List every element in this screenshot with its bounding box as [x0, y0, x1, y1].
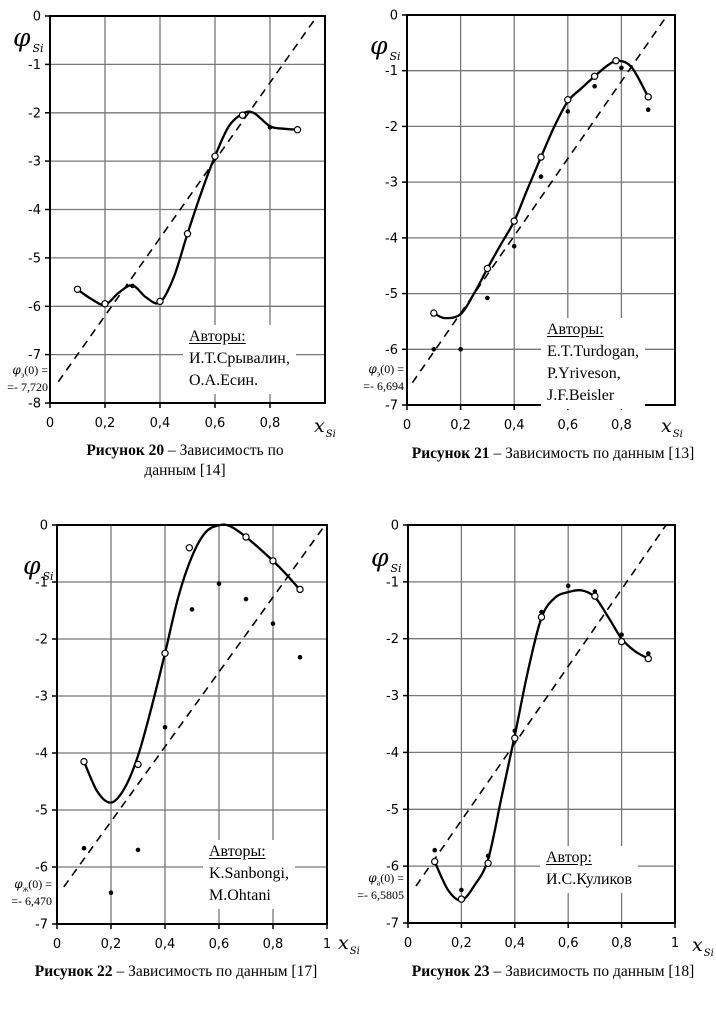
y-tick-label: 0	[32, 9, 41, 25]
y-tick-label: -6	[28, 299, 41, 315]
y-tick-label: -1	[386, 575, 399, 591]
x-tick-label: 0,4	[154, 937, 176, 952]
y-tick-label: -7	[385, 398, 398, 414]
x-tick-label: 0,2	[100, 937, 122, 952]
fitted-curve	[84, 525, 300, 803]
x-tick-label: 0,8	[262, 937, 284, 952]
authors-heading: Автор:	[546, 849, 592, 866]
data-point-open	[297, 586, 303, 592]
data-point-filled	[513, 729, 518, 734]
phi-subscript: Si	[390, 562, 402, 575]
data-point-open	[619, 639, 625, 645]
authors-box	[541, 318, 645, 409]
data-point-open	[270, 558, 276, 564]
y-tick-label: -6	[35, 860, 48, 876]
x-tick-label: 0,4	[149, 416, 171, 431]
y-tick-label: -3	[385, 175, 398, 191]
author-name: K.Sanbongi,	[209, 865, 289, 882]
x-axis-symbol	[338, 934, 360, 961]
x-subscript: Si	[349, 945, 360, 957]
data-points-open	[81, 534, 303, 768]
x-tick-label: 0,2	[94, 416, 116, 431]
author-name: E.T.Turdogan,	[547, 343, 639, 360]
authors-heading: Авторы:	[209, 843, 266, 860]
fitted-curve	[76, 112, 297, 305]
data-point-filled	[298, 655, 303, 660]
x-tick-label: 0,8	[611, 418, 632, 433]
figure-22-plot	[0, 510, 358, 950]
phi-symbol: φ	[13, 23, 31, 52]
data-point-open	[592, 73, 598, 79]
y-tick-label: -4	[385, 231, 398, 247]
data-point-filled	[459, 888, 464, 893]
data-point-filled	[130, 284, 135, 289]
data-point-open	[485, 860, 491, 866]
data-point-filled	[486, 854, 491, 859]
data-point-filled	[485, 296, 490, 301]
x-tick-label: 0,8	[259, 416, 281, 431]
author-name: P.Yriveson,	[547, 365, 621, 382]
data-point-filled	[109, 890, 114, 895]
phi-annotation-symbol: φ	[368, 871, 377, 885]
caption-text: – Зависимость по	[164, 442, 284, 459]
data-point-open	[431, 310, 437, 316]
data-point-open	[81, 759, 87, 765]
y-tick-label: -8	[28, 396, 41, 412]
data-point-open	[432, 859, 438, 865]
data-point-open	[565, 97, 571, 103]
authors-box	[203, 840, 295, 909]
phi-zero-annotation	[332, 872, 404, 902]
x-symbol: x	[661, 415, 672, 437]
data-point-open	[212, 153, 218, 159]
y-tick-label: -5	[385, 287, 398, 303]
y-tick-label: -2	[386, 632, 399, 648]
data-point-filled	[646, 107, 651, 112]
x-tick-label: 0,6	[557, 418, 579, 433]
data-point-open	[294, 127, 300, 133]
y-tick-label: -5	[28, 251, 41, 267]
data-point-filled	[619, 632, 624, 637]
phi-annotation-sub: а	[376, 878, 381, 888]
data-point-open	[186, 545, 192, 551]
y-tick-label: -5	[386, 802, 399, 818]
x-tick-label: 0,2	[450, 418, 471, 433]
figure-caption	[30, 962, 322, 982]
y-axis-symbol	[371, 545, 402, 581]
data-point-open	[645, 94, 651, 100]
phi-subscript: Si	[42, 570, 54, 583]
x-subscript: Si	[703, 947, 714, 959]
figure-21-plot	[358, 0, 716, 440]
data-point-filled	[619, 66, 624, 71]
figure-caption	[35, 441, 335, 481]
y-tick-label: -3	[35, 689, 48, 705]
data-point-filled	[539, 610, 544, 615]
data-point-open	[512, 735, 518, 741]
data-point-filled	[163, 725, 168, 730]
data-points-open	[431, 58, 652, 317]
y-axis-symbol	[370, 33, 401, 69]
x-tick-label: 0,4	[503, 418, 525, 433]
data-point-open	[645, 656, 651, 662]
data-point-open	[135, 761, 141, 767]
figure-20-plot	[0, 0, 352, 440]
phi-annotation-arg: (0) =	[380, 871, 404, 885]
y-tick-label: -4	[386, 745, 399, 761]
y-tick-label: -4	[35, 746, 48, 762]
phi-annotation-symbol: φ	[12, 363, 21, 377]
data-point-open	[538, 154, 544, 160]
data-point-filled	[646, 651, 651, 656]
phi-annotation-sub: э	[20, 370, 25, 380]
data-point-open	[613, 58, 619, 64]
fitted-curve	[434, 61, 648, 319]
phi-annotation-value: =- 6,694	[363, 379, 404, 394]
figure-number: Рисунок 20	[86, 442, 165, 459]
figure-caption	[392, 444, 714, 464]
x-tick-label: 0	[52, 937, 62, 952]
x-tick-label: 0,6	[204, 416, 226, 431]
author-name: И.С.Куликов	[546, 871, 633, 888]
x-tick-label: 0	[45, 416, 55, 431]
phi-zero-annotation	[356, 363, 404, 393]
reference-dashed-line	[416, 526, 666, 886]
x-axis-symbol	[314, 417, 336, 444]
data-points-filled	[130, 125, 272, 288]
y-tick-label: -7	[28, 348, 41, 364]
phi-annotation-sub: ж	[22, 884, 29, 894]
phi-annotation-arg: (0) =	[24, 363, 48, 377]
data-point-open	[458, 896, 464, 902]
x-tick-label: 0,2	[451, 936, 472, 951]
data-point-open	[102, 301, 108, 307]
y-tick-label: -3	[386, 689, 399, 705]
data-point-filled	[217, 581, 222, 586]
x-symbol: x	[314, 415, 325, 437]
x-symbol: x	[692, 934, 703, 956]
phi-annotation-value: =- 7,720	[7, 380, 48, 395]
phi-annotation-sub: э	[376, 369, 381, 379]
y-tick-label: -7	[35, 917, 48, 933]
data-point-filled	[539, 174, 544, 179]
x-subscript: Si	[672, 428, 683, 440]
data-point-open	[184, 231, 190, 237]
y-tick-label: -6	[385, 342, 398, 358]
data-point-filled	[592, 84, 597, 89]
y-tick-label: -2	[385, 119, 398, 135]
data-point-filled	[593, 589, 598, 594]
x-symbol: x	[338, 932, 349, 954]
phi-zero-annotation	[0, 878, 52, 908]
data-point-open	[511, 218, 517, 224]
phi-zero-annotation	[2, 364, 48, 394]
data-point-filled	[458, 347, 463, 352]
x-tick-label: 0,8	[611, 936, 632, 951]
y-tick-label: 0	[39, 518, 48, 534]
phi-symbol: φ	[23, 551, 41, 580]
data-point-filled	[432, 848, 437, 853]
data-point-filled	[136, 848, 141, 853]
caption-text: – Зависимость по данным [18]	[489, 963, 695, 980]
y-tick-label: -2	[28, 106, 41, 122]
figure-number: Рисунок 23	[411, 963, 490, 980]
data-point-filled	[268, 125, 273, 130]
y-tick-label: -5	[35, 803, 48, 819]
x-tick-label: 0	[402, 418, 412, 433]
data-point-filled	[566, 109, 571, 114]
x-tick-label: 0,4	[504, 936, 526, 951]
data-point-filled	[432, 347, 437, 352]
author-name: И.Т.Срывалин,	[189, 350, 290, 367]
y-axis-symbol	[23, 553, 54, 589]
phi-annotation-arg: (0) =	[380, 362, 404, 376]
x-axis-symbol	[661, 417, 683, 444]
authors-heading: Авторы:	[189, 328, 246, 345]
phi-annotation-value: =- 6,5805	[357, 888, 404, 903]
x-tick-label: 1	[322, 937, 332, 952]
y-tick-label: -4	[28, 203, 41, 218]
y-tick-label: -1	[385, 64, 398, 80]
authors-box	[183, 325, 296, 394]
data-point-open	[243, 534, 249, 540]
reference-dashed-line	[64, 526, 325, 887]
data-point-open	[157, 298, 163, 304]
figure-number: Рисунок 21	[411, 445, 490, 462]
y-tick-label: -2	[35, 632, 48, 648]
author-name: J.F.Beisler	[547, 387, 615, 404]
data-point-open	[592, 593, 598, 599]
authors-box	[540, 846, 638, 893]
x-tick-label: 1	[670, 936, 680, 951]
y-axis-symbol	[13, 25, 44, 61]
phi-subscript: Si	[389, 50, 401, 63]
author-name: M.Ohtani	[209, 887, 271, 904]
caption-line2: данным [14]	[144, 462, 226, 479]
phi-annotation-symbol: φ	[368, 362, 377, 376]
data-point-open	[538, 614, 544, 620]
y-tick-label: 0	[389, 8, 398, 24]
data-point-filled	[82, 846, 87, 851]
authors-heading: Авторы:	[547, 321, 604, 338]
data-point-open	[239, 112, 245, 118]
x-tick-label: 0,6	[557, 936, 579, 951]
data-point-filled	[566, 584, 571, 589]
x-subscript: Si	[325, 428, 336, 440]
caption-text: – Зависимость по данным [13]	[489, 445, 695, 462]
y-tick-label: -1	[35, 575, 48, 591]
data-point-filled	[190, 607, 195, 612]
figure-caption	[390, 962, 716, 982]
x-axis-symbol	[692, 936, 714, 963]
y-tick-label: -1	[28, 57, 41, 73]
data-point-filled	[244, 597, 249, 602]
figure-number: Рисунок 22	[34, 963, 113, 980]
phi-annotation-arg: (0) =	[28, 877, 52, 891]
figure-23-plot	[358, 510, 716, 950]
phi-symbol: φ	[370, 31, 388, 60]
y-tick-label: 0	[390, 518, 399, 534]
phi-annotation-value: =- 6,470	[11, 894, 52, 909]
y-tick-label: -7	[386, 916, 399, 932]
y-tick-label: -6	[386, 859, 399, 875]
phi-symbol: φ	[371, 543, 389, 572]
x-tick-label: 0	[403, 936, 413, 951]
caption-text: – Зависимость по данным [17]	[112, 963, 318, 980]
phi-subscript: Si	[32, 42, 44, 55]
data-point-filled	[512, 244, 517, 249]
data-point-open	[74, 286, 80, 292]
data-point-filled	[271, 621, 276, 626]
x-tick-label: 0,6	[208, 937, 230, 952]
data-point-open	[162, 650, 168, 656]
y-tick-label: -3	[28, 154, 41, 170]
phi-annotation-symbol: φ	[14, 877, 23, 891]
author-name: О.А.Есин.	[189, 372, 259, 389]
data-point-open	[484, 265, 490, 271]
